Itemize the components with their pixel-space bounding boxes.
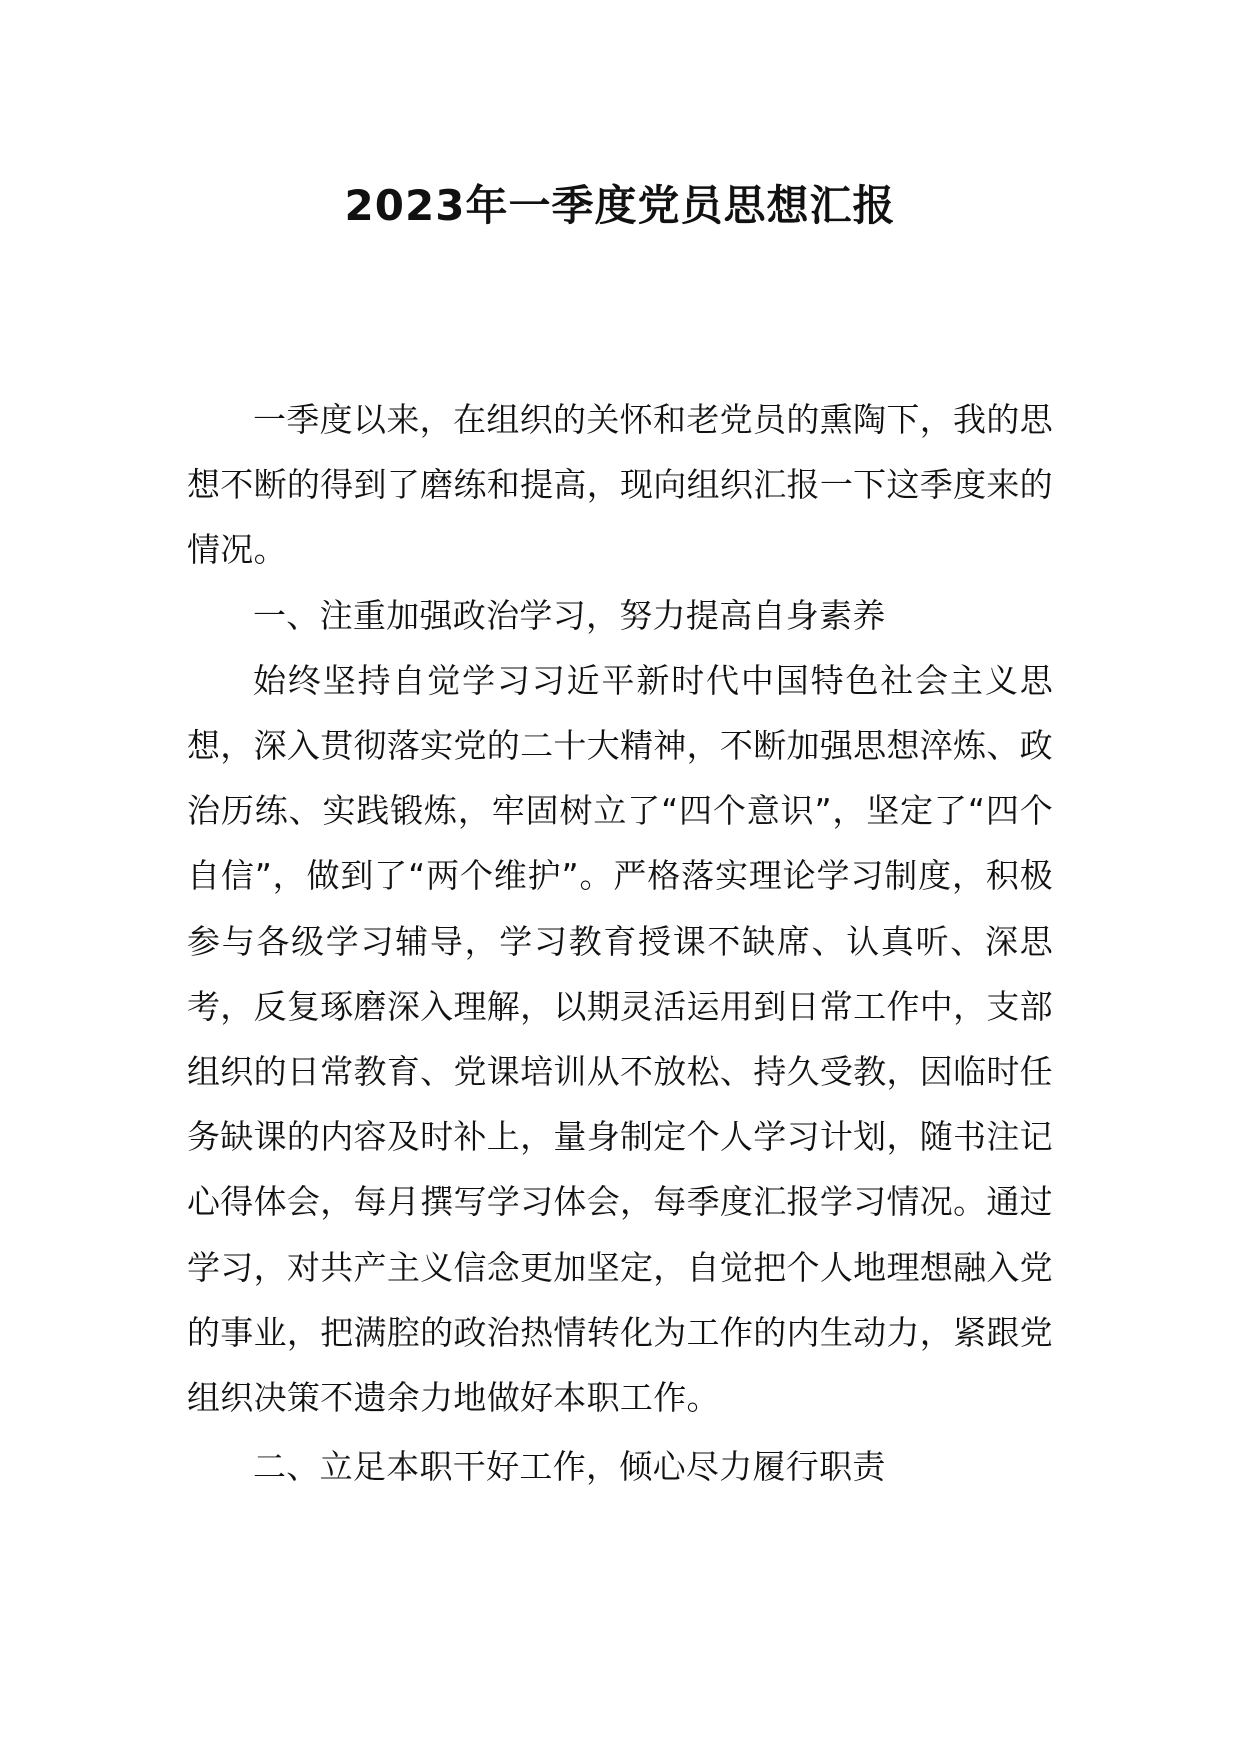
document-body bbox=[187, 387, 1053, 1499]
section-2-heading: 二、立足本职干好工作，倾心尽力履行职责 bbox=[253, 1447, 886, 1487]
document-title: 2023年一季度党员思想汇报 bbox=[344, 181, 896, 230]
section-1-paragraph: 始终坚持自觉学习习近平新时代中国特色社会主义思想，深入贯彻落实党的二十大精神，不断加强思想淬炼、政治历练、实践锻炼，牢固树立了“四个意识”，坚定了“四个自信”，做到了“两个维护”。严格落实理论学习制度，积极参与各级学习辅导，学习教育授课不缺席、认真听、深思考，反复琢磨深入理解，以期灵活运用到日常工作中，支部组织的日常教育、党课培训从不放松、持久受教，因临时任务缺课的内容及时补上，量身制定个人学习计划，随书注记心得体会，每月撰写学习体会，每季度汇报学习情况。通过学习，对共产主义信念更加坚定，自觉把个人地理想融入党的事业，把满腔的政治热情转化为工作的内生动力，紧跟党组织决策不遗余力地做好本职工作。 bbox=[187, 660, 1053, 1418]
section-1-heading: 一、注重加强政治学习，努力提高自身素养 bbox=[253, 595, 886, 635]
intro-paragraph: 一季度以来，在组织的关怀和老党员的熏陶下，我的思想不断的得到了磨练和提高，现向组织汇报一下这季度来的情况。 bbox=[187, 400, 1053, 570]
